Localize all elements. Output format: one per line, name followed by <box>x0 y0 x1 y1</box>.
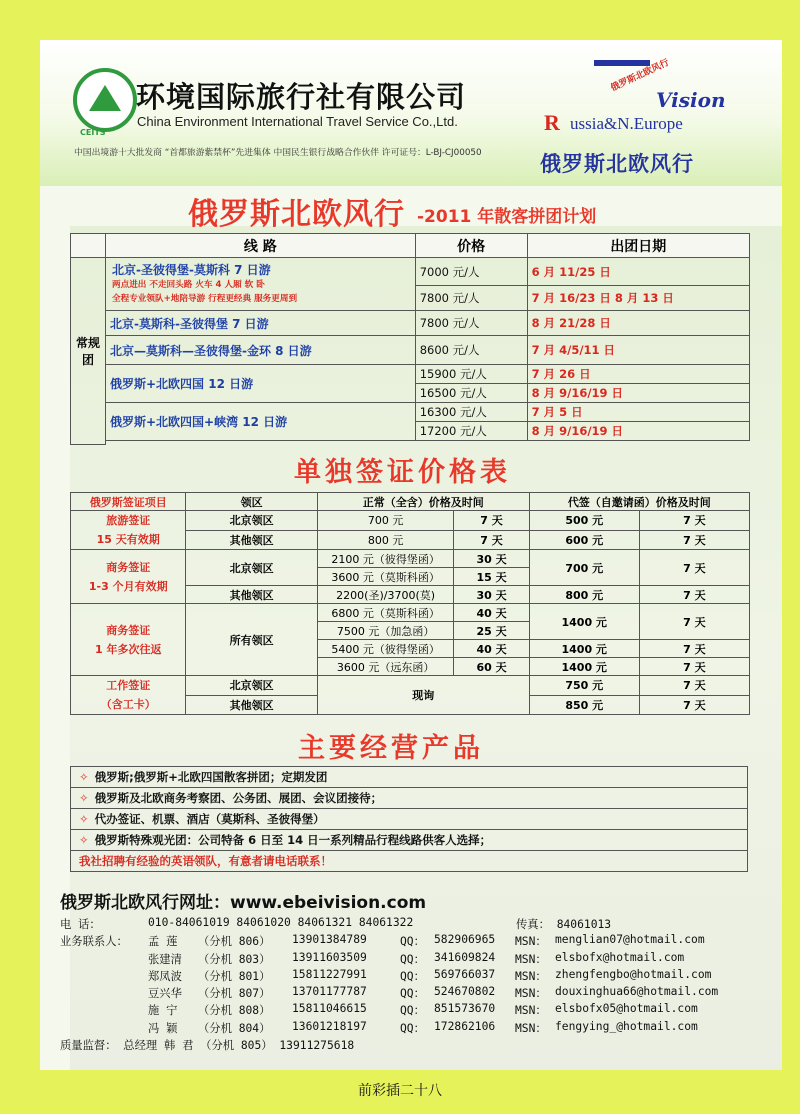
brand-name-en: ussia&N.Europe <box>570 114 683 133</box>
star-icon: ✧ <box>79 770 89 784</box>
visa-type-work: 工作签证 （含工卡） <box>71 676 186 715</box>
table-row: 俄罗斯+北欧四国 12 日游 <box>106 365 416 403</box>
company-credentials: 中国出境游十大批发商 “首都旅游紫禁杯”先进集体 中国民生银行战略合作伙伴 许可证号：L-BJ-CJ00050 <box>74 148 482 158</box>
visa-type-tourist: 旅游签证 15 天有效期 <box>71 511 186 550</box>
visa-type-business-year: 商务签证 1 年多次往返 <box>71 604 186 676</box>
visa-section-title: 单独签证价格表 <box>294 457 511 488</box>
list-item: ✧ 代办签证、机票、酒店（莫斯科、圣彼得堡） <box>70 809 748 830</box>
col-route: 线 路 <box>106 234 416 258</box>
page-title: 俄罗斯北欧风行 <box>188 197 405 232</box>
products-list <box>70 766 748 872</box>
list-item: ✧ 俄罗斯;俄罗斯+北欧四国散客拼团；定期发团 <box>70 766 748 788</box>
visa-table: 俄罗斯签证项目 领区 正常（全含）价格及时间 代签（自邀请函）价格及时间 旅游签证 15 天有效期 北京领区 700 元 7 天 500 元 7 天 其他领区 800 元 7 天 600 元 7 天 商务签证 1-3 个月有效期 北京领区 2100 元（彼得堡函） 30 天 700 元 7 天 3600 元（莫斯科函） 15 天 其他领区 2200(圣)/3700(莫) 30 天 800 元 7 天 商务签证 1 年多次往返 所有领区 6800 元（莫斯科函） 40 天 1400 元 7 天 7500 元（加急函） 25 天 5400 元（彼得堡函） 40 天 1400 元 7 天 3600 元（远东函） 60 天 1400 元 7 天 工作签证 （含工卡） 北京领区 现询 750 元 7 天 其他领区 850 元 7 天 <box>70 492 750 715</box>
products-section-title: 主要经营产品 <box>298 733 484 764</box>
brand-name-cn: 俄罗斯北欧风行 <box>540 152 694 176</box>
brand-vision: Vision <box>656 88 726 112</box>
table-row: 俄罗斯+北欧四国+峡湾 12 日游 <box>106 403 416 441</box>
header-banner <box>40 40 782 186</box>
brand-mark-text: 俄罗斯北欧风行 <box>609 58 671 94</box>
logo-caption: CEITS <box>80 128 106 137</box>
tour-table: 线 路 价格 出团日期 常规团 北京-圣彼得堡-莫斯科 7 日游 两点进出 不走回头路 火车 4 人厢 软 卧 全程专业领队+地陪导游 行程更经典 服务更周到 7000 元/人 6 月 11/25 日 7800 元/人 7 月 16/23 日 8 月 13 日 北京-莫斯科-圣彼得堡 7 日游 7800 元/人 8 月 21/28 日 北京—莫斯科—圣彼得堡-金环 8 日游 8600 元/人 7 月 4/5/11 日 俄罗斯+北欧四国 12 日游 15900 元/人 7 月 26 日 16500 元/人 8 月 9/16/19 日 俄罗斯+北欧四国+峡湾 12 日游 16300 元/人 7 月 5 日 17200 元/人 8 月 9/16/19 日 <box>70 233 750 445</box>
page-footer: 前彩插二十八 <box>358 1083 442 1099</box>
col-date: 出团日期 <box>527 234 749 258</box>
col-price: 价格 <box>415 234 527 258</box>
company-name-en: China Environment International Travel Service Co.,Ltd. <box>137 114 458 129</box>
table-row: 北京-圣彼得堡-莫斯科 7 日游 两点进出 不走回头路 火车 4 人厢 软 卧 全程专业领队+地陪导游 行程更经典 服务更周到 <box>106 258 416 311</box>
company-name-cn: 环境国际旅行社有限公司 <box>136 80 467 114</box>
quality-supervision: 质量监督： 总经理 韩 君 （分机 805） 13911275618 <box>60 1039 355 1053</box>
ceits-logo-icon <box>73 68 137 132</box>
page-subtitle: -2011 年散客拼团计划 <box>417 207 597 227</box>
star-icon: ✧ <box>79 833 89 847</box>
star-icon: ✧ <box>79 791 89 805</box>
list-item: ✧ 俄罗斯特殊观光团：公司特备 6 日至 14 日一系列精品行程线路供客人选择； <box>70 830 748 851</box>
table-row: 北京-莫斯科-圣彼得堡 7 日游 <box>106 311 416 336</box>
website-line: 俄罗斯北欧风行网址：www.ebeivision.com <box>60 893 427 913</box>
brand-r: R <box>544 110 560 135</box>
visa-type-business-short: 商务签证 1-3 个月有效期 <box>71 550 186 604</box>
page: CEITS 环境国际旅行社有限公司 China Environment International Travel Service Co.,Ltd. 中国出境游十大批发商 “首都旅游紫禁杯”先进集体 中国民生银行战略合作伙伴 许可证号：L-BJ-CJ00050 俄罗斯北欧风行 Vision R ussia&N.Europe 俄罗斯北欧风行 俄罗斯北欧风行 -2011 年散客拼团计划 线 路 价格 出团日期 常规团 北京-圣彼得堡-莫斯科 7 日游 两点进出 不走回头路 火车 4 人厢 软 卧 全程专业领队+地陪导游 行程更经典 服务更周到 7000 元/人 6 月 11/25 日 7800 元/人 7 月 16/23 日 8 月 13 日 北京-莫斯科-圣彼得堡 7 日游 7800 元/人 8 月 21/28 日 北京—莫斯科—圣彼得堡-金环 8 日游 8600 元/人 7 月 4/5/11 日 俄罗斯+北欧四国 12 日游 15900 元/人 7 月 26 日 16500 元/人 8 月 9/16/19 日 俄罗斯+北欧四国+峡湾 12 日游 16300 元/人 7 月 5 日 17200 元/人 8 月 9/16/19 日 单独签证价格表 俄罗斯签证项目 领区 正常（全含）价格及时间 代签（自邀请函）价格及时间 旅游签证 15 天有效期 北京领区 700 元 7 天 500 元 7 天 其他领区 800 元 7 天 600 元 7 天 商务签证 1-3 个月有效期 北京领区 2100 元（彼得堡函） 30 天 700 元 7 天 3600 元（莫斯科函） 15 天 其他领区 2200(圣)/3700(莫) 30 天 800 元 7 天 商务签证 1 年多次往返 所有领区 6800 元（莫斯科函） 40 天 1400 元 7 天 7500 元（加急函） 25 天 5400 元（彼得堡函） 40 天 1400 元 7 天 3600 元（远东函） 60 天 1400 元 7 天 工作签证 （含工卡） 北京领区 现询 750 元 7 天 其他领区 850 元 7 天 主要经营产品 ✧ 俄罗斯;俄罗斯+北欧四国散客拼团；定期发团 ✧ 俄罗斯及北欧商务考察团、公务团、展团、会议团接待； ✧ 代办签证、机票、酒店（莫斯科、圣彼得堡） ✧ 俄罗斯特殊观光团：公司特备 6 日至 14 日一系列精品行程线路供客人选择； 我社招聘有经验的英语领队，有意者请电话联系！ 俄罗斯北欧风行网址：www.ebeivision.com 电 话： 010-84061019 84061020 84061321 84061322 传真： 84061013 业务联系人： 孟 莲 （分机 806） 13901384789 QQ： 582906965 MSN： menglian07@hotmail.com 张建清 （分机 803） 13911603509 QQ： 341609824 MSN： elsbofx@hotmail.com 郑凤波 （分机 801） 15811227991 QQ： 569766037 MSN： zhengfengbo@hotmail.com 豆兴华 （分机 807） 13701177787 QQ： 524670802 MSN： douxinghua66@hotmail.com 施 宁 （分机 808） 15811046615 QQ： 851573670 MSN： elsbofx05@hotmail.com 冯 颖 （分机 804） 13601218197 QQ： 172862106 MSN： fengying_@hotmail.com 质量监督： 总经理 韩 君 （分机 805） 13911275618 <box>40 40 782 1070</box>
table-row: 北京—莫斯科—圣彼得堡-金环 8 日游 <box>106 336 416 365</box>
brand-logo <box>540 60 782 186</box>
group-label: 常规团 <box>71 258 106 445</box>
star-icon: ✧ <box>79 812 89 826</box>
list-item: ✧ 俄罗斯及北欧商务考察团、公务团、展团、会议团接待； <box>70 788 748 809</box>
recruit-notice: 我社招聘有经验的英语领队，有意者请电话联系！ <box>70 851 748 872</box>
